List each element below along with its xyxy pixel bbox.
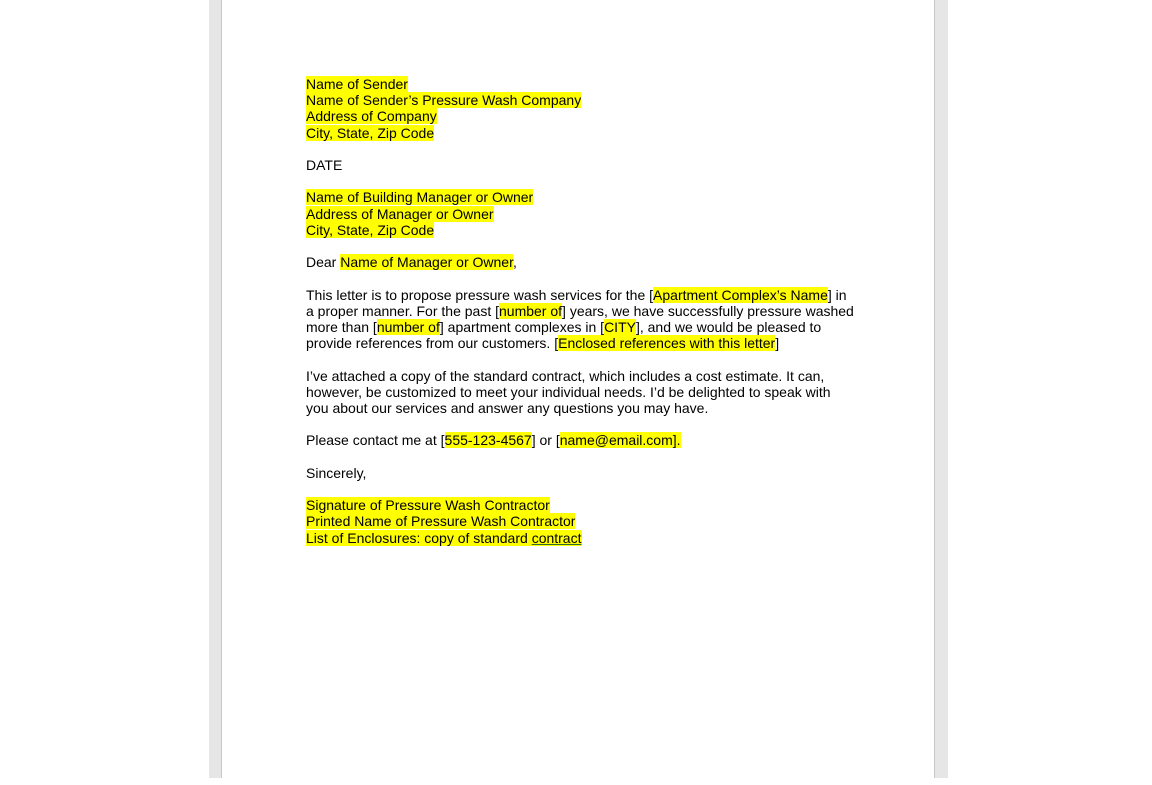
- recipient-block: [306, 189, 866, 238]
- sender-address[interactable]: Address of Company: [306, 108, 437, 125]
- contact-text-1: Please contact me at [: [306, 432, 445, 449]
- date-text[interactable]: DATE: [306, 157, 343, 173]
- sender-name[interactable]: Name of Sender: [306, 76, 408, 92]
- signature-line[interactable]: Signature of Pressure Wash Contractor: [306, 497, 550, 514]
- recipient-name[interactable]: Name of Building Manager or Owner: [306, 189, 534, 206]
- placeholder-complex-name[interactable]: Apartment Complex’s Name: [653, 286, 828, 303]
- salutation-prefix: Dear: [306, 254, 341, 271]
- printed-name-line[interactable]: Printed Name of Pressure Wash Contractor: [306, 513, 576, 530]
- contact-line: [306, 432, 866, 448]
- letter-body: [306, 76, 866, 546]
- placeholder-phone[interactable]: 555-123-4567: [444, 432, 532, 449]
- enclosures-line[interactable]: [306, 530, 582, 546]
- enclosures-word-contract[interactable]: contract: [531, 529, 582, 546]
- paragraph1-text-5: ], and we would be pleased to provide references from our customers. [: [306, 318, 822, 352]
- placeholder-years[interactable]: number of: [499, 302, 563, 319]
- date-block: [306, 157, 866, 173]
- sender-block: [306, 76, 866, 141]
- placeholder-city[interactable]: CITY: [604, 318, 636, 335]
- paragraph1-text-2: ] in a proper manner. For the past [: [306, 286, 847, 319]
- closing-block: [306, 465, 866, 481]
- salutation: [306, 254, 866, 270]
- salutation-suffix: ,: [512, 254, 517, 271]
- signature-block: [306, 497, 866, 546]
- page-right-margin: [934, 0, 948, 778]
- document-page[interactable]: [222, 0, 934, 778]
- sender-company[interactable]: Name of Sender’s Pressure Wash Company: [306, 92, 582, 109]
- closing-text[interactable]: Sincerely,: [306, 464, 367, 481]
- sender-city-state-zip[interactable]: City, State, Zip Code: [306, 124, 435, 141]
- paragraph-contract[interactable]: I’ve attached a copy of the standard contract, which includes a cost estimate. It can, however, be customized to meet your individual needs. I’d be delighted to speak with you about our services and answer any questions you may have.: [306, 367, 831, 416]
- enclosures-prefix: List of Enclosures: copy of standard: [306, 529, 532, 546]
- recipient-address[interactable]: Address of Manager or Owner: [306, 205, 494, 222]
- placeholder-email[interactable]: name@email.com].: [559, 432, 681, 449]
- placeholder-references[interactable]: Enclosed references with this letter: [558, 335, 776, 352]
- salutation-name[interactable]: Name of Manager or Owner: [340, 254, 513, 271]
- placeholder-complex-count[interactable]: number of: [376, 318, 440, 335]
- paragraph1-text-3: ] years, we have successfully pressure washed more than [: [306, 302, 854, 335]
- paragraph1-text-1: This letter is to propose pressure wash services for the [: [306, 286, 654, 303]
- paragraph1-text-6: ]: [775, 335, 780, 352]
- paragraph1-text-4: ] apartment complexes in [: [439, 318, 605, 335]
- recipient-city-state-zip[interactable]: City, State, Zip Code: [306, 221, 435, 238]
- page-left-margin: [209, 0, 222, 778]
- paragraph-proposal[interactable]: [306, 287, 854, 352]
- contact-text-2: ] or [: [531, 432, 560, 449]
